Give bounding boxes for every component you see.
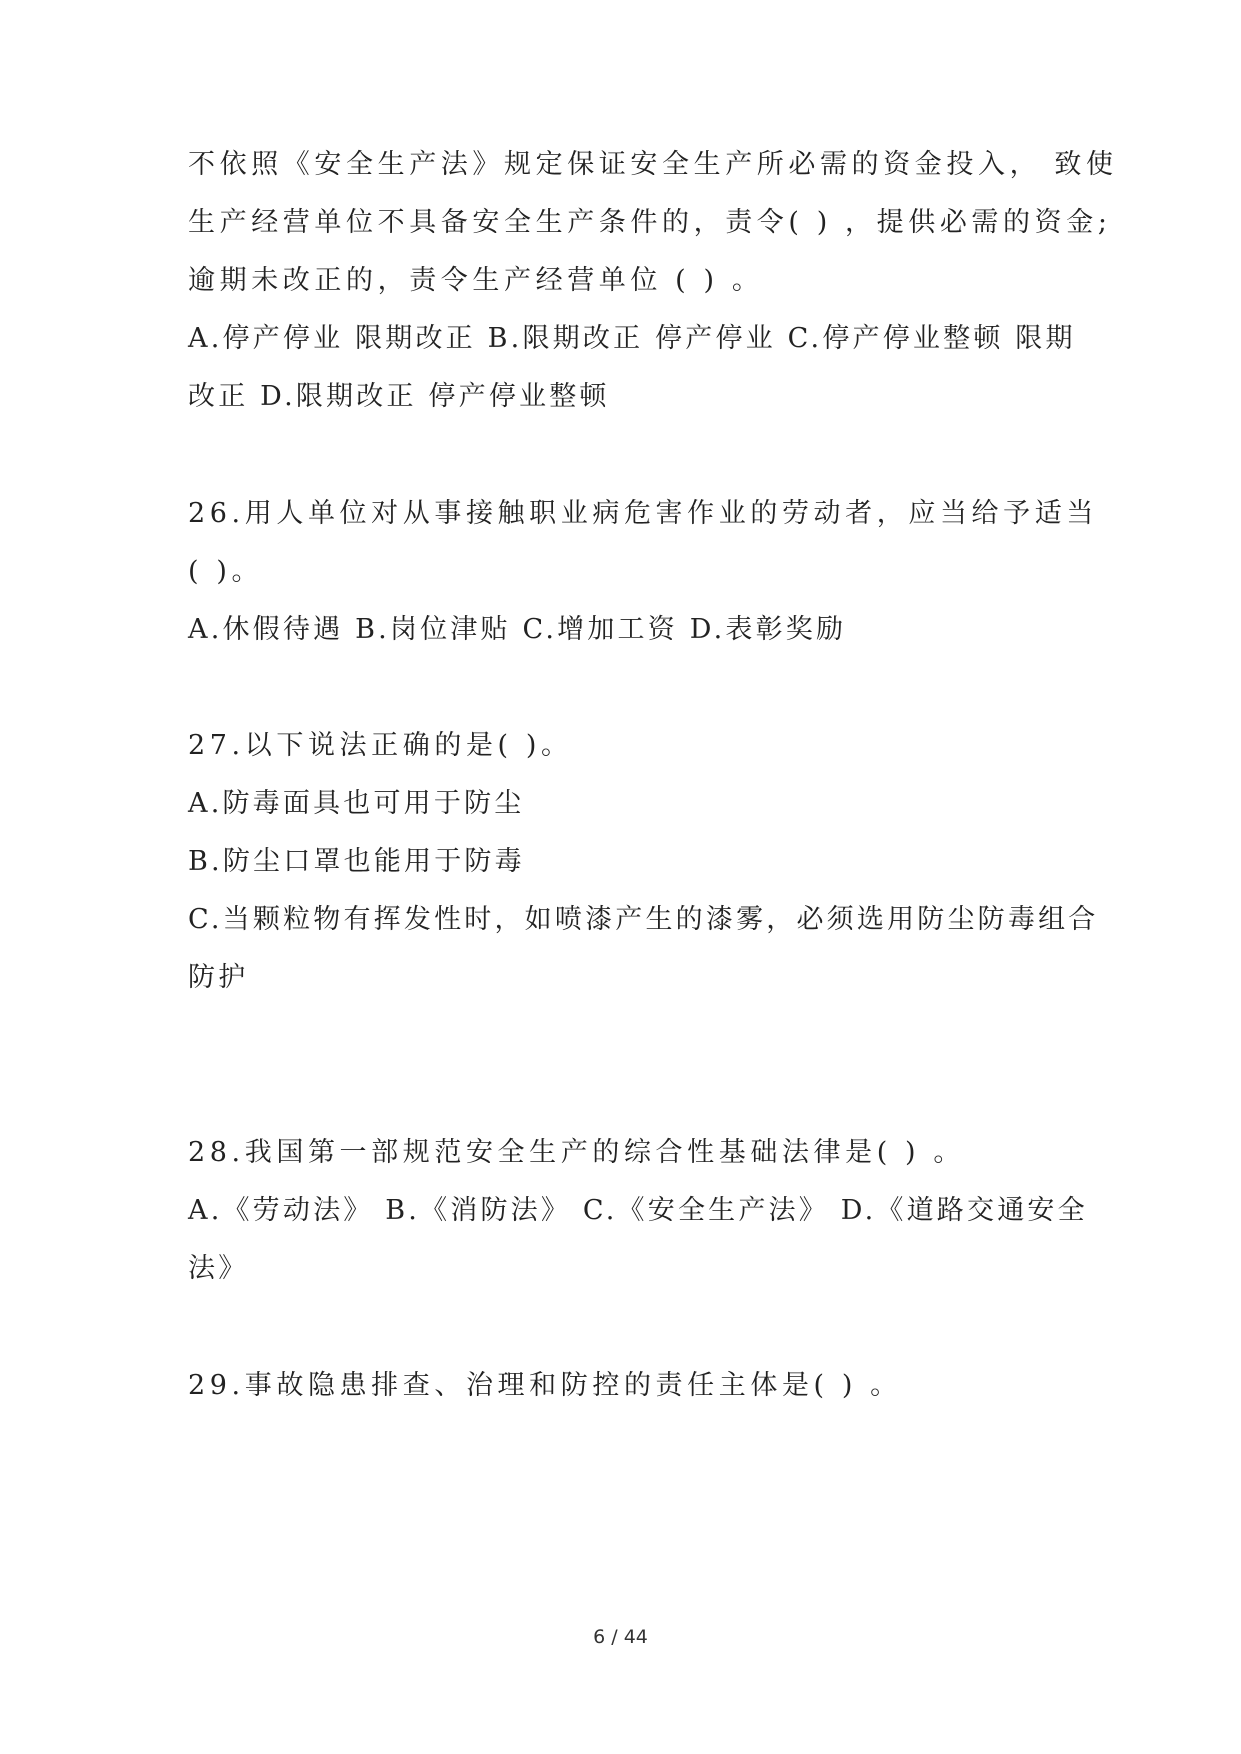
answer-option: C.当颗粒物有挥发性时，如喷漆产生的漆雾，必须选用防尘防毒组合 xyxy=(188,904,1099,935)
question-text-line: 逾期未改正的，责令生产经营单位 ( ) 。 xyxy=(188,265,764,296)
question-text-line: ( )。 xyxy=(188,556,264,587)
question-text-line: 27.以下说法正确的是( )。 xyxy=(188,730,573,761)
answer-options-line: 改正 D.限期改正 停产停业整顿 xyxy=(188,381,610,412)
answer-options-line: A.休假待遇 B.岗位津贴 C.增加工资 D.表彰奖励 xyxy=(188,614,847,645)
question-text-line: 28.我国第一部规范安全生产的综合性基础法律是( ) 。 xyxy=(188,1137,965,1168)
answer-options-line: 法》 xyxy=(188,1253,249,1284)
question-text-line: 29.事故隐患排查、治理和防控的责任主体是( ) 。 xyxy=(188,1370,902,1401)
question-text-line: 不依照《安全生产法》规定保证安全生产所必需的资金投入， 致使 xyxy=(188,149,1118,180)
answer-option: 防护 xyxy=(188,962,249,993)
page-number: 6 / 44 xyxy=(593,1626,648,1648)
answer-options-line: A.《劳动法》 B.《消防法》 C.《安全生产法》 D.《道路交通安全 xyxy=(188,1195,1088,1226)
question-text-line: 26.用人单位对从事接触职业病危害作业的劳动者，应当给予适当 xyxy=(188,498,1098,529)
answer-option: A.防毒面具也可用于防尘 xyxy=(188,788,525,819)
answer-options-line: A.停产停业 限期改正 B.限期改正 停产停业 C.停产停业整顿 限期 xyxy=(188,323,1076,354)
question-text-line: 生产经营单位不具备安全生产条件的，责令( ) ，提供必需的资金; xyxy=(188,207,1112,238)
answer-option: B.防尘口罩也能用于防毒 xyxy=(188,846,525,877)
